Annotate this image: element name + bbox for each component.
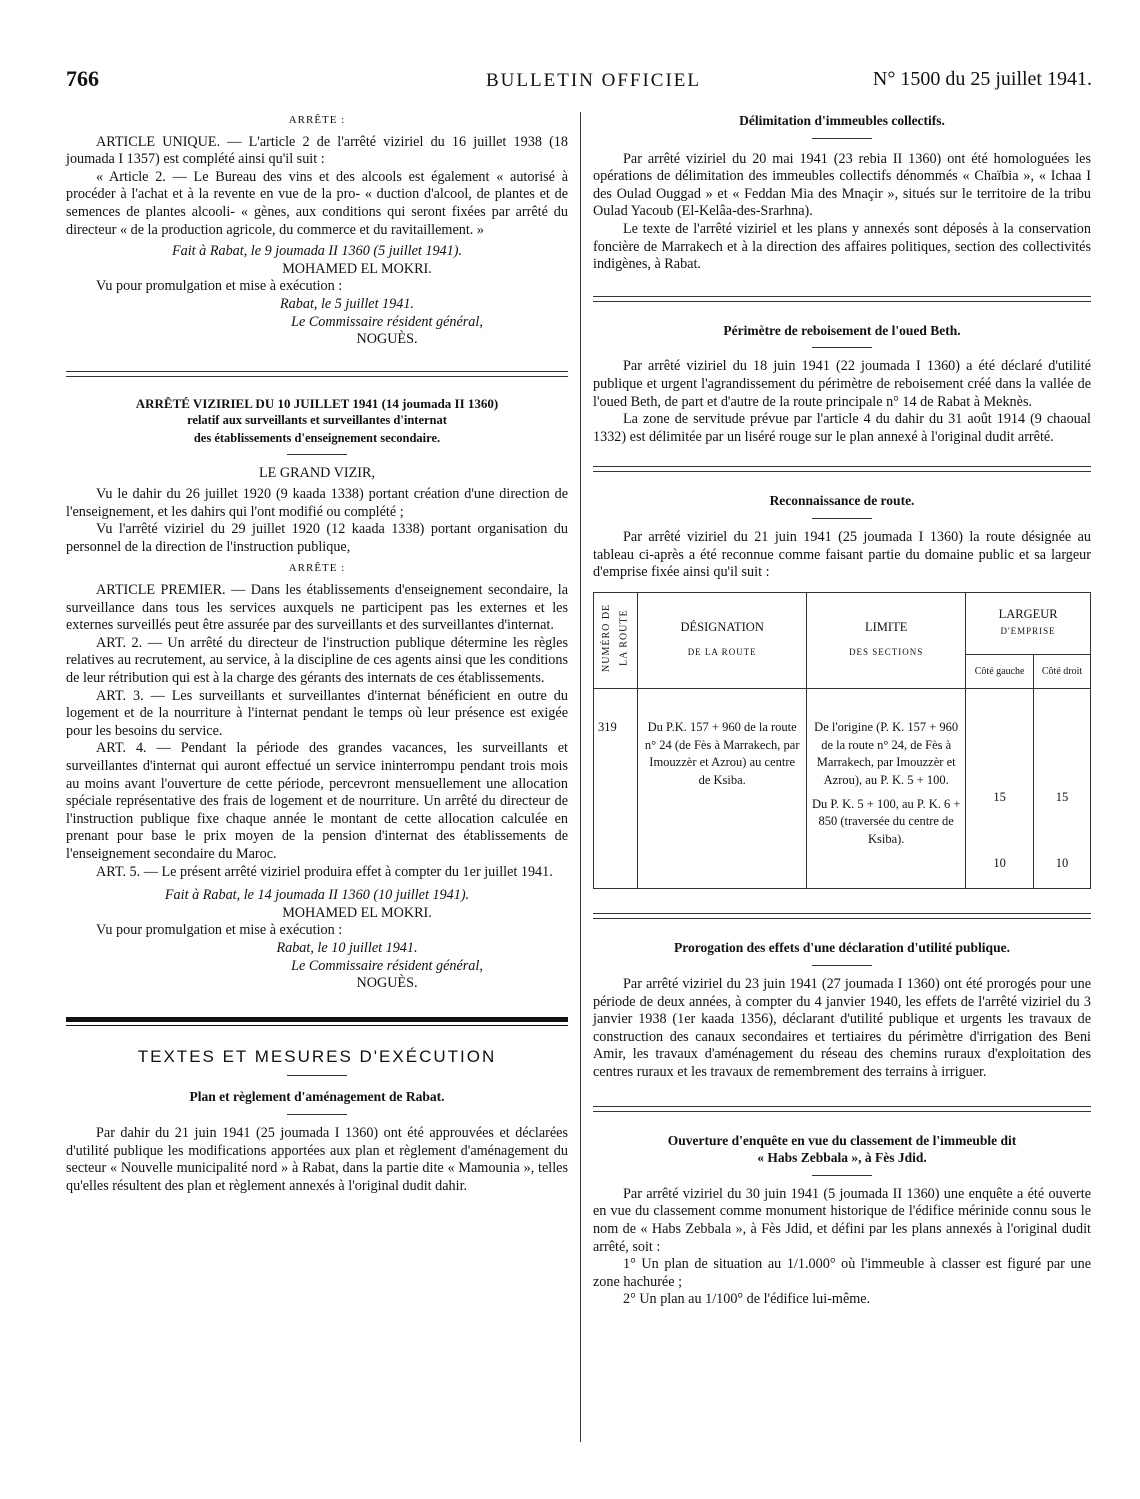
enquete-underline <box>812 1175 872 1176</box>
enquete-p1: Par arrêté viziriel du 30 juin 1941 (5 joumada II 1360) une enquête a été ouverte en vue du classement comme monument historique de l'édifice mérinide connu sous le nom de « Habs Zebbala », à Fès Jdid, et défini par les plans annexés à l'original dudit arrêté, soit : <box>593 1185 1091 1255</box>
right-column <box>593 112 1091 1309</box>
plan-text: Par dahir du 21 juin 1941 (25 joumada I 1360) ont été approuvées et déclarées d'utilité publique les modifications apportées aux plan et règlement d'aménagement du secteur « Nouvelle municipalité nord » à Rabat, dans la partie dite « Mamounia », telles qu'elles résultent des plan et règlement annexés à l'original dudit dahir. <box>66 1124 568 1194</box>
section-title: TEXTES ET MESURES D'EXÉCUTION <box>137 1046 497 1066</box>
delimitation-title: Délimitation d'immeubles collectifs. <box>739 113 945 128</box>
arrete-subtitle-1: relatif aux surveillants et surveillantes d'internat <box>187 413 447 428</box>
arrete-subtitle-2: des établissements d'enseignement secondaire. <box>193 430 441 445</box>
promulgation: Vu pour promulgation et mise à exécution : <box>96 278 343 295</box>
nogues-signature-2: NOGUÈS. <box>356 975 418 992</box>
cell-numero: 319 <box>594 689 638 889</box>
perimetre-p2: La zone de servitude prévue par l'article 4 du dahir du 31 août 1914 (9 chaoual 1332) est délimitée par un liséré rouge sur le plan annexé à l'original dudit arrêté. <box>593 411 1091 445</box>
commissaire-2: Le Commissaire résident général, <box>291 957 483 974</box>
col-designation: DÉSIGNATION DE LA ROUTE <box>638 592 807 689</box>
enquete-title-1: Ouverture d'enquête en vue du classement de l'immeuble dit <box>667 1132 1017 1148</box>
prorogation-p1: Par arrêté viziriel du 23 juin 1941 (27 joumada I 1360) ont été prorogés pour une période de deux années, à compter du 4 janvier 1940, les effets de l'arrêté viziriel du 3 janvier 1938 (1er kaada 1356), déclarant d'utilité publique et urgents les travaux de construction des canaux secondaires et tertiaires du périmètre d'irrigation des Beni Amir, les travaux d'aménagement du réseau des chemins ruraux d'exploitation des centres ruraux et les travaux de remembrement des terrains à irriguer. <box>593 976 1091 1081</box>
perimetre-title: Périmètre de reboisement de l'oued Beth. <box>723 322 961 338</box>
fait-a-rabat-2: Fait à Rabat, le 14 joumada II 1360 (10 juillet 1941). <box>164 887 470 904</box>
cell-designation: Du P.K. 157 + 960 de la route n° 24 (de Fès à Marrakech, par Imouzzèr et Azrou) au centre de Ksiba. <box>638 689 807 889</box>
col-numero: NUMÉRO DE LA ROUTE <box>594 592 638 689</box>
separator <box>593 1106 1091 1112</box>
article-3: ART. 3. — Les surveillants et surveillantes d'internat bénéficient en outre du logement et de la nourriture à l'internat pendant le temps où leur présence est exigée pour les besoins du service. <box>66 687 568 739</box>
separator <box>66 371 568 377</box>
col-cote-gauche: Côté gauche <box>966 654 1034 689</box>
page-number: 766 <box>66 66 99 91</box>
left-column <box>66 112 568 1195</box>
article-2: ART. 2. — Un arrêté du directeur de l'instruction publique détermine les règles relatives au recrutement, au service, à la discipline de ces agents ainsi que les conditions de leur rétribution qui est à la charge des gérants des internats de ces établissements. <box>66 634 568 687</box>
col-largeur: LARGEUR D'EMPRISE <box>966 592 1091 654</box>
delimitation-underline <box>812 138 872 139</box>
enquete-p2: 1° Un plan de situation au 1/1.000° où l'immeuble à classer est figuré par une zone hachurée ; <box>593 1256 1091 1290</box>
article-4: ART. 4. — Pendant la période des grandes vacances, les surveillants et surveillantes d'internat qui auront effectué un service ininterrompu pendant trois mois au moins avant l'ouverture de cette période, percevront mensuellement une allocation spéciale représentative des frais de logement et de nourriture. Un arrêté du directeur de l'instruction publique fixe chaque année le montant de cette allocation calculée en prenant pour base le prix moyen de la pension d'internat des établissements de l'enseignement secondaire du Maroc. <box>66 740 568 862</box>
cell-limite: De l'origine (P. K. 157 + 960 de la route n° 24, de Fès à Marrakech, par Imouzzèr et Azrou), au P. K. 5 + 100. Du P. K. 5 + 100, au P. K. 6 + 850 (traversée du centre de Ksiba). <box>807 689 966 889</box>
signature: MOHAMED EL MOKRI. <box>282 260 432 277</box>
vu-paragraph-2: Vu l'arrêté viziriel du 29 juillet 1920 (12 kaada 1338) portant organisation du personnel de la direction de l'instruction publique, <box>66 521 568 555</box>
table-row <box>594 689 1091 889</box>
prorogation-title: Prorogation des effets d'une déclaration d'utilité publique. <box>674 940 1010 956</box>
arrete-title: ARRÊTÉ VIZIRIEL DU 10 JUILLET 1941 (14 joumada II 1360) <box>135 395 499 411</box>
article-5: ART. 5. — Le présent arrêté viziriel produira effet à compter du 1er juillet 1941. <box>96 863 553 880</box>
vu-paragraph-1: Vu le dahir du 26 juillet 1920 (9 kaada 1338) portant création d'une direction de l'enseignement, et les dahirs qui l'ont modifié ou complété ; <box>66 486 568 520</box>
article-unique-quote: « Article 2. — Le Bureau des vins et des alcools est également « autorisé à procéder à l'achat et à la revente en vue de la pro- « duction d'alcool, de plantes et de semences de plantes alcooli- « gènes, aux conditions qui seront fixées par arrêté du directeur « de la production agricole, du commerce et du ravitaillement. » <box>66 168 568 238</box>
separator <box>593 466 1091 472</box>
reconnaissance-title: Reconnaissance de route. <box>769 493 915 509</box>
page-header <box>66 66 1092 96</box>
article-1: ARTICLE PREMIER. — Dans les établissements d'enseignement secondaire, la surveillance dans tous les services auxquels ne participent pas les externes et les externes surveillés peut être assurée par des surveillants et des surveillantes d'internat. <box>66 582 568 634</box>
prorogation-underline <box>812 965 872 966</box>
section-underline <box>287 1075 347 1076</box>
signature-2: MOHAMED EL MOKRI. <box>282 904 432 921</box>
enquete-title-2: « Habs Zebbala », à Fès Jdid. <box>757 1150 927 1166</box>
col-limite: LIMITE DES SECTIONS <box>807 592 966 689</box>
cell-cote-gauche: 15 10 <box>966 689 1034 889</box>
grand-vizir: LE GRAND VIZIR, <box>259 464 375 481</box>
reconnaissance-underline <box>812 518 872 519</box>
route-table <box>593 592 1091 890</box>
title-underline <box>287 454 347 455</box>
plan-underline <box>287 1114 347 1115</box>
reconnaissance-p1: Par arrêté viziriel du 21 juin 1941 (25 joumada I 1360) la route désignée au tableau ci-après a été reconnue comme faisant partie du domaine public et sa largeur d'emprise fixée ainsi qu'il suit : <box>593 528 1091 581</box>
enquete-p3: 2° Un plan au 1/100° de l'édifice lui-même. <box>623 1291 871 1308</box>
promulgation-2: Vu pour promulgation et mise à exécution : <box>96 922 343 939</box>
article-unique: ARTICLE UNIQUE. — L'article 2 de l'arrêté viziriel du 16 juillet 1938 (18 joumada I 1357) est complété ainsi qu'il suit : <box>66 133 568 168</box>
perimetre-p1: Par arrêté viziriel du 18 juin 1941 (22 joumada I 1360) a été déclaré d'utilité publique et urgent l'agrandissement du périmètre de reboisement créé dans la vallée de l'oued Beth, de part et d'autre de la route principale n° 14 de Rabat à Meknès. <box>593 358 1091 410</box>
separator <box>593 913 1091 919</box>
delimitation-p1: Par arrêté viziriel du 20 mai 1941 (23 rebia II 1360) ont été homologuées les opérations de délimitation des immeubles collectifs dénommés « Chaïbia », « Ichaa I des Oulad Ouggad » et « Feddan Mia des Mnaçir », situés sur le territoire de la tribu Oulad Yacoub (El-Kelâa-des-Srarhna). <box>593 150 1091 220</box>
column-divider <box>580 112 581 1442</box>
rabat-date: Rabat, le 5 juillet 1941. <box>280 295 414 312</box>
nogues-signature: NOGUÈS. <box>356 331 418 348</box>
publication-title: BULLETIN OFFICIEL <box>486 70 702 91</box>
section-separator <box>66 1017 568 1026</box>
arrete-label: ARRÊTE : <box>288 114 346 126</box>
separator <box>593 296 1091 302</box>
plan-title: Plan et règlement d'aménagement de Rabat. <box>189 1089 445 1105</box>
commissaire: Le Commissaire résident général, <box>291 313 483 330</box>
arrete-label-2: ARRÊTE : <box>288 562 346 575</box>
cell-cote-droit: 15 10 <box>1034 689 1091 889</box>
delimitation-p2: Le texte de l'arrêté viziriel et les plans y annexés sont déposés à la conservation foncière de Marrakech et à la direction des affaires politiques, section des collectivités indigènes, à Rabat. <box>593 220 1091 273</box>
rabat-date-2: Rabat, le 10 juillet 1941. <box>276 939 418 956</box>
issue-number: N° 1500 du 25 juillet 1941. <box>872 68 1092 90</box>
perimetre-underline <box>812 347 872 348</box>
fait-a-rabat: Fait à Rabat, le 9 joumada II 1360 (5 juillet 1941). <box>171 243 463 260</box>
col-cote-droit: Côté droit <box>1034 654 1091 689</box>
